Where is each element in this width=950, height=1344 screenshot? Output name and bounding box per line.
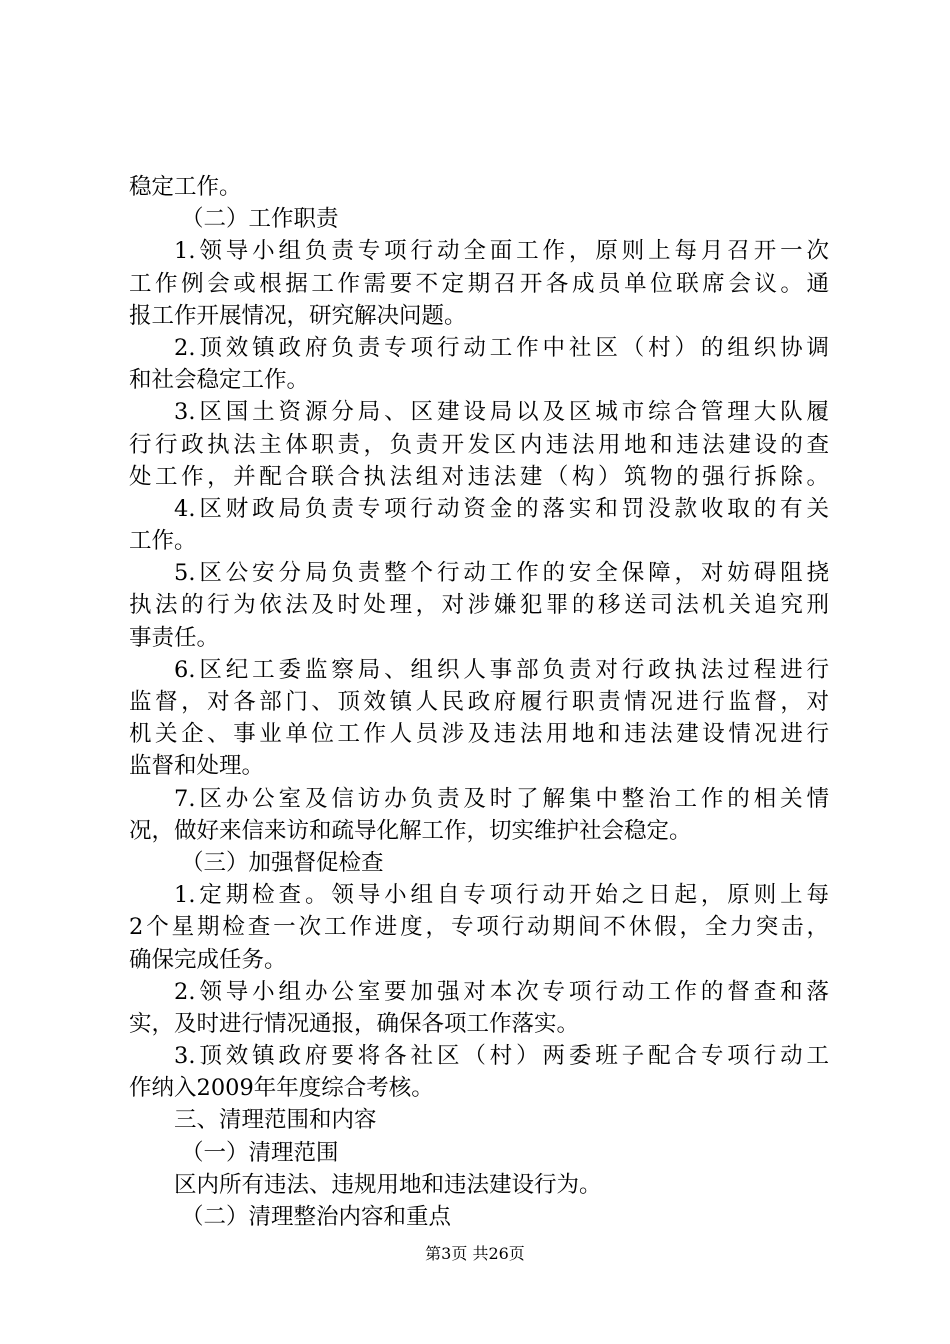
- text-line: 行行政执法主体职责，负责开发区内违法用地和违法建设的查: [129, 431, 829, 458]
- text-line: 监督和处理。: [129, 753, 265, 780]
- text-line: 监督，对各部门、顶效镇人民政府履行职责情况进行监督，对: [129, 689, 829, 715]
- text-line: 确保完成任务。: [129, 946, 287, 973]
- text-line: 况，做好来信来访和疏导化解工作，切实维护社会稳定。: [129, 817, 692, 844]
- text-line: （一）清理范围: [181, 1139, 339, 1166]
- text-line: 2.领导小组办公室要加强对本次专项行动工作的督查和落: [174, 978, 829, 1005]
- text-line: 7.区办公室及信访办负责及时了解集中整治工作的相关情: [174, 785, 829, 812]
- text-line: 稳定工作。: [129, 174, 242, 200]
- text-line: （二）工作职责: [181, 206, 339, 233]
- text-line: 4.区财政局负责专项行动资金的落实和罚没款收取的有关: [174, 495, 829, 522]
- text-line: 三、清理范围和内容: [174, 1107, 377, 1134]
- text-line: 3.区国土资源分局、区建设局以及区城市综合管理大队履: [174, 399, 829, 426]
- text-line: 报工作开展情况，研究解决问题。: [129, 302, 467, 329]
- text-line: 区内所有违法、违规用地和违法建设行为。: [174, 1171, 602, 1198]
- text-line: 3.顶效镇政府要将各社区（村）两委班子配合专项行动工: [174, 1043, 829, 1070]
- page-footer: [0, 1244, 950, 1264]
- text-line: 事责任。: [129, 624, 220, 651]
- text-line: （二）清理整治内容和重点: [181, 1204, 452, 1230]
- text-line: 实，及时进行情况通报，确保各项工作落实。: [129, 1010, 580, 1037]
- text-line: 6.区纪工委监察局、组织人事部负责对行政执法过程进行: [174, 656, 829, 683]
- text-line: 处工作，并配合联合执法组对违法建（构）筑物的强行拆除。: [129, 463, 829, 490]
- text-line: 2.顶效镇政府负责专项行动工作中社区（村）的组织协调: [174, 334, 829, 361]
- page-number-label: 第3页 共26页: [425, 1244, 525, 1263]
- text-line: （三）加强督促检查: [181, 849, 384, 876]
- text-line: 工作。: [129, 528, 197, 555]
- text-line: 和社会稳定工作。: [129, 367, 310, 394]
- text-line: 机关企、事业单位工作人员涉及违法用地和违法建设情况进行: [129, 721, 829, 748]
- text-line: 作纳入2009年年度综合考核。: [129, 1075, 434, 1102]
- text-line: 1.领导小组负责专项行动全面工作，原则上每月召开一次: [174, 238, 829, 265]
- text-line: 2个星期检查一次工作进度，专项行动期间不休假，全力突击，: [129, 914, 829, 941]
- document-body: [129, 171, 829, 1233]
- text-line: 工作例会或根据工作需要不定期召开各成员单位联席会议。通: [129, 270, 829, 297]
- text-line: 执法的行为依法及时处理，对涉嫌犯罪的移送司法机关追究刑: [129, 592, 829, 619]
- text-line: 1.定期检查。领导小组自专项行动开始之日起，原则上每: [174, 882, 829, 909]
- text-line: 5.区公安分局负责整个行动工作的安全保障，对妨碍阻挠: [174, 560, 829, 587]
